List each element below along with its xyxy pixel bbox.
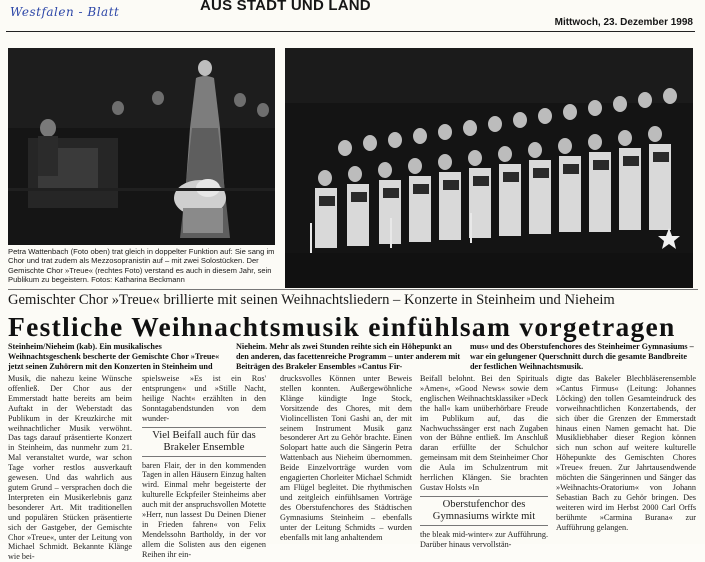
header-rule (6, 31, 695, 32)
column-4-text-top: Beifall belohnt. Bei den Spirituals »Amen«, »Good News« sowie dem englischen Weihnachtsklassiker »Deck the hall« kam unüberhörbare Freude im Publikum auf, das die Nachwuchssänger erst nach Zugaben von der Bühne entließ. Im Anschluß daran erfüllte der Schulchor gemeinsam mit dem Steinheimer Chor die Aula im Schulzentrum mit herrlichen Klängen. Sie brachten Gustav Holsts »In (420, 374, 548, 492)
subheadline: Gemischter Chor »Treue« brillierte mit seinen Weihnachtsliedern – Konzerte in Steinheim und Nieheim (8, 289, 698, 309)
column-4-kicker: Oberstufenchor des Gymnasiums wirkte mit (420, 496, 548, 526)
handwritten-note: Westfalen - Blatt (10, 5, 120, 19)
article-column-5 (556, 374, 696, 533)
column-4-text-bottom: the bleak mid-winter« zur Aufführung. Darüber hinaus vervollstän- (420, 529, 548, 549)
soloist-photo-illustration (8, 48, 275, 245)
column-1-text: Musik, die nahezu keine Wünsche offenließ. Der Chor aus der Emmerstadt hatte bereits am beim Auftakt in der Weberstadt das Publikum in der Kreuzkirche mit weihnachtlicher Musik verwöhnt. Das tags darauf präsentierte Konzert in Steinheim, das nunmehr zum 21. Mal veranstaltet wurde, war schon Tage vorher restlos ausverkauft gewesen. Und das wahrlich aus gutem Grund – versprachen doch die Interpreten ein Musikerlebnis ganz besonderer Art. Mit traditionellen und populären Stücken präsentierte sich der Gastgeber, der Gemischte Chor »Treue«, unter der Leitung von Michael Schmidt. Bekannte Klänge wie bei- (8, 374, 132, 562)
article-column-3 (280, 374, 412, 542)
article-column-1 (8, 374, 132, 562)
lead-part-2: Nieheim. Mehr als zwei Stunden reihte sich ein Höhepunkt an den anderen, das facettenreiche Programm – unter anderem mit Beiträgen des Brakeler Ensembles »Cantus Fir- (236, 342, 461, 371)
soloist-photo (8, 48, 275, 245)
photo-caption: Petra Wattenbach (Foto oben) trat gleich in doppelter Funktion auf: Sie sang im Chor und trat zudem als Mezzosopranistin auf – mit zwei Solostücken. Der Gemischte Chor »Treue« (rechtes Foto) verstand es auch in diesem Jahr, sein Publikum zu begeistern. Fotos: Katharina Beckmann (8, 247, 275, 285)
lead-part-3: mus« und des Oberstufenchores des Steinheimer Gymnasiums – war ein gelungener Querschnitt durch die gesamte Bandbreite der festlichen Weihnachtsmusik. (470, 342, 694, 371)
column-5-text: digte das Bakeler Blechbläserensemble »Cantus Firmus« (Leitung: Johannes Löcking) den tollen Gesamteindruck des vorweihnachtlichen Konzertabends, der sich über die Grenzen der Emmerstadt hinaus einen Namen gemacht hat. Die Musikliebhaber dieser Region können sich nun schon auf weitere kulturelle Höhepunkte des Gemischten Chores »Treue« freuen. Zur Jahrtausendwende möchten die Sängerinnen und Sänger das »Weihnachts-Oratorium« von Johann Sebastian Bach zu Gehör bringen. Des weiteren wird im Herbst 2000 Carl Orffs berühmte »Carmina Burana« zur Aufführung gelangen. (556, 374, 696, 532)
headline: Festliche Weihnachtsmusik einfühlsam vorgetragen (8, 311, 676, 342)
issue-date: Mittwoch, 23. Dezember 1998 (554, 17, 693, 28)
choir-photo (285, 48, 693, 288)
column-3-text: drucksvolles Können unter Beweis stellen konnten. Außergewöhnliche Klänge kündigte Inge Stock, Vorsitzende des Chores, mit dem Violincellisten Toni Gashi an, der mit seinem Instrument Musik ganz besonderer Art zu Gehör brachte. Einen Solopart hatte auch die Sängerin Petra Wattenbach aus Nieheim übernommen. Beide Einzelvorträge wurden vom engagierten Chorleiter Michael Schmidt am Flügel begleitet. Die rhythmischen und zeitgleich einfühlsamen Vorträge des Oberstufenchores des Städtischen Gymnasiums Steinheim – ebenfalls unter der Leitung Schmidts – wurden ebenfalls mit lang anhaltendem (280, 374, 412, 542)
column-2-kicker: Viel Beifall auch für das Brakeler Ensemble (142, 427, 266, 457)
column-2-text-bottom: baren Flair, der in den kommenden Tagen in allen Häusern Einzug halten wird. Einmal mehr begeisterte der kulturelle Eckpfeiler Steinheims aber auch mit der anspruchsvollen Motette »Herr, nun lassest Du Deinen Diener in Frieden fahren« von Felix Mendelssohn Bartholdy, in der vor allem die Solisten aus den eigenen Reihen ihr ein- (142, 460, 266, 559)
lead-part-1: Steinheim/Nieheim (kab). Ein musikalisches Weihnachtsgeschenk bescherte der Gemischte Chor »Treue« jetzt seinen Zuhörern mit den Konzerten in Steinheim und (8, 342, 220, 371)
section-title: AUS STADT UND LAND (200, 0, 371, 14)
column-2-text-top: spielsweise »Es ist ein Ros' entsprungen« und »Stille Nacht, heilige Nacht« erzählten in den Sonntagabendstunden von dem wunder- (142, 374, 266, 423)
choir-photo-illustration (285, 48, 693, 288)
article-column-2 (142, 374, 266, 560)
article-column-4 (420, 374, 548, 550)
